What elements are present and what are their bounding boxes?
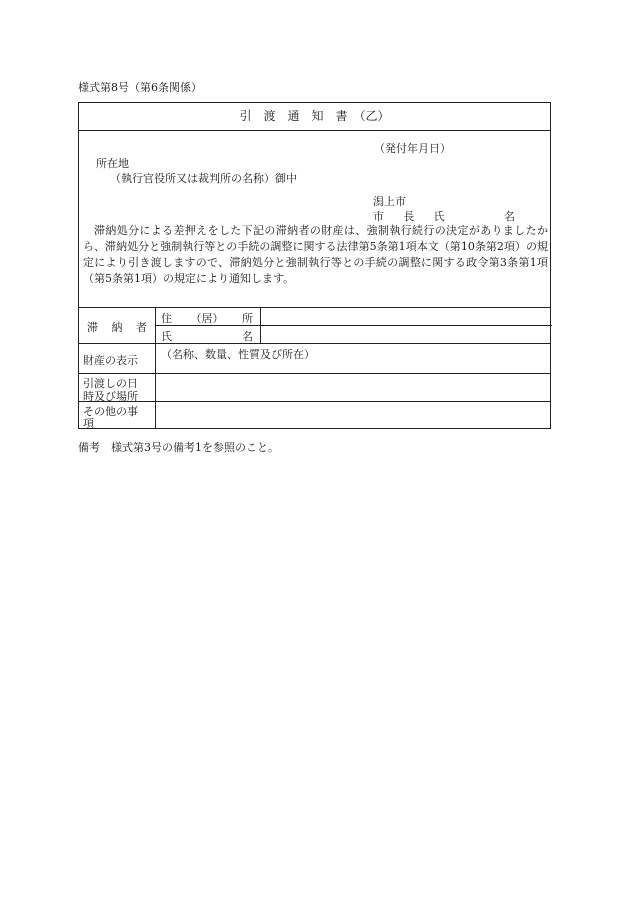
delivery-label-line2: 時及び場所: [83, 390, 138, 403]
issuer-char: 名: [503, 210, 515, 223]
label-char: 滞: [87, 321, 98, 334]
label-part: 名: [242, 330, 253, 343]
recipient-name: （執行官役所又は裁判所の名称）御中: [110, 172, 297, 185]
label-char: 者: [136, 321, 147, 334]
address-label: [161, 310, 253, 326]
issuer-char: 市: [373, 210, 384, 223]
table-divider: [79, 373, 550, 374]
table-divider: [79, 401, 550, 402]
form-number-label: 様式第8号（第6条関係）: [78, 81, 202, 94]
issuer-char: 氏: [433, 210, 445, 223]
property-value: （名称、数量、性質及び所在）: [161, 348, 315, 361]
other-label-line1: その他の事: [83, 405, 138, 418]
document-title: 引 渡 通 知 書 （乙）: [79, 103, 550, 131]
table-divider: [260, 325, 552, 326]
table-vertical-divider: [260, 307, 261, 343]
table-vertical-divider: [155, 307, 156, 429]
table-divider: [79, 343, 550, 344]
issuer-title: [373, 208, 515, 224]
delinquent-label: [87, 319, 147, 335]
issuer-city: 潟上市: [373, 195, 406, 208]
footer-note: 備考 様式第3号の備考1を参照のこと。: [78, 441, 279, 454]
label-part: 住: [161, 312, 172, 325]
issue-date: （発付年月日）: [374, 142, 451, 155]
label-part: 氏: [161, 330, 172, 343]
issuer-char: 長: [403, 210, 415, 223]
label-part: （居）: [190, 312, 224, 325]
notice-form: [78, 102, 551, 429]
other-label-line2: 項: [83, 417, 94, 430]
delivery-label-line1: 引渡しの日: [83, 377, 138, 390]
name-label: [161, 328, 253, 344]
table-top-border: [79, 307, 550, 308]
property-label: 財産の表示: [83, 354, 138, 367]
label-part: 所: [242, 312, 253, 325]
recipient-address: 所在地: [96, 157, 129, 170]
label-char: 納: [111, 321, 123, 334]
notice-body: 滞納処分による差押えをした下記の滞納者の財産は、強制執行続行の決定がありましたから、滞納処分と強制執行等との手続の調整に関する法律第5条第1項本文（第10条第2項）の規定により引き渡しますので、滞納処分と強制執行等との手続の調整に関する政令第3条第1項（第5条第1項）の規定により通知します。: [83, 224, 548, 285]
